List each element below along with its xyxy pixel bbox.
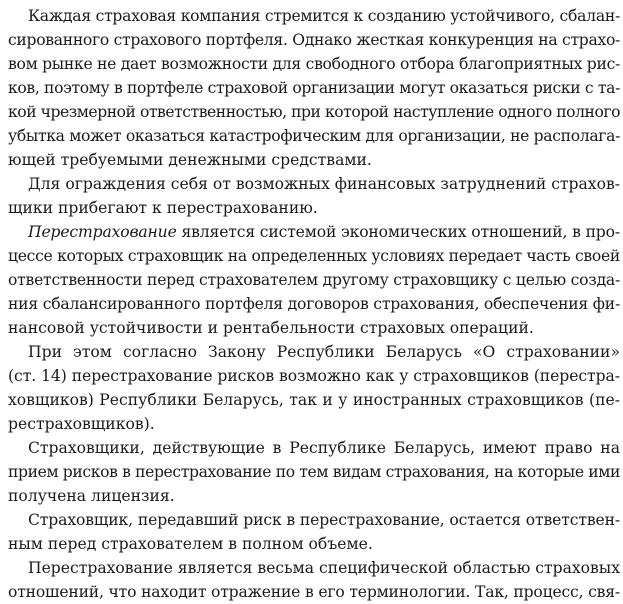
paragraph-4-line-1: При этом согласно Закону Республики Беларусь «О страховании»	[28, 343, 620, 361]
paragraph-3-line-1-text: является системой экономических отношений, в про-	[176, 223, 620, 241]
paragraph-1-line-4: ков, поэтому в портфеле страховой организации могут оказаться риски с та-	[8, 79, 621, 97]
paragraph-6-line-1: Страховщик, передавший риск в перестрахование, остается ответствен-	[28, 511, 620, 529]
paragraph-4-line-3: ховщиков) Республики Беларусь, так и у иностранных страховщиков (пе-	[8, 391, 620, 409]
paragraph-4-line-4: рестраховщиков).	[8, 415, 155, 433]
paragraph-1-line-6: убытка может оказаться катастрофическим для организации, не располага-	[8, 127, 620, 145]
term-reinsurance: Перестрахование	[28, 223, 177, 241]
paragraph-1-line-3: вом рынке не дает возможности для свободного отбора благоприятных рис-	[8, 55, 620, 73]
paragraph-3-line-3: ответственности перед страхователем другому страховщику с целью созда-	[8, 271, 621, 289]
paragraph-3-line-5: нансовой устойчивости и рентабельности страховых операций.	[8, 319, 534, 337]
paragraph-1-line-5: кой чрезмерной ответственностью, при которой наступление одного полного	[8, 103, 620, 121]
paragraph-7-line-1: Перестрахование является весьма специфической областью страховых	[28, 559, 620, 577]
paragraph-3-line-4: ния сбалансированного портфеля договоров страхования, обеспечения фи-	[8, 295, 621, 313]
paragraph-1-line-1: Каждая страховая компания стремится к созданию устойчивого, сбалан-	[28, 7, 621, 25]
paragraph-2-line-2: щики прибегают к перестрахованию.	[8, 199, 318, 217]
paragraph-1-line-2: сированного страхового портфеля. Однако жесткая конкуренция на страхо-	[8, 31, 620, 49]
paragraph-3-line-1	[8, 220, 620, 244]
paragraph-5-line-3: получена лицензия.	[8, 487, 175, 505]
paragraph-6-line-2: ным перед страхователем в полном объеме.	[8, 535, 373, 553]
paragraph-5-line-2: прием рисков в перестрахование по тем видам страхования, на которые ими	[8, 463, 621, 481]
paragraph-5-line-1: Страховщики, действующие в Республике Беларусь, имеют право на	[28, 439, 620, 457]
paragraph-7-line-2: отношений, что находит отражение в его терминологии. Так, процесс, свя-	[8, 583, 621, 601]
paragraph-1-line-7: ющей требуемыми денежными средствами.	[8, 151, 372, 169]
paragraph-2-line-1: Для ограждения себя от возможных финансовых затруднений страхов-	[28, 175, 620, 193]
paragraph-3-line-2: цессе которых страховщик на определенных условиях передает часть своей	[8, 247, 620, 265]
paragraph-4-line-2: (ст. 14) перестрахование рисков возможно как у страховщиков (перестра-	[8, 367, 620, 385]
